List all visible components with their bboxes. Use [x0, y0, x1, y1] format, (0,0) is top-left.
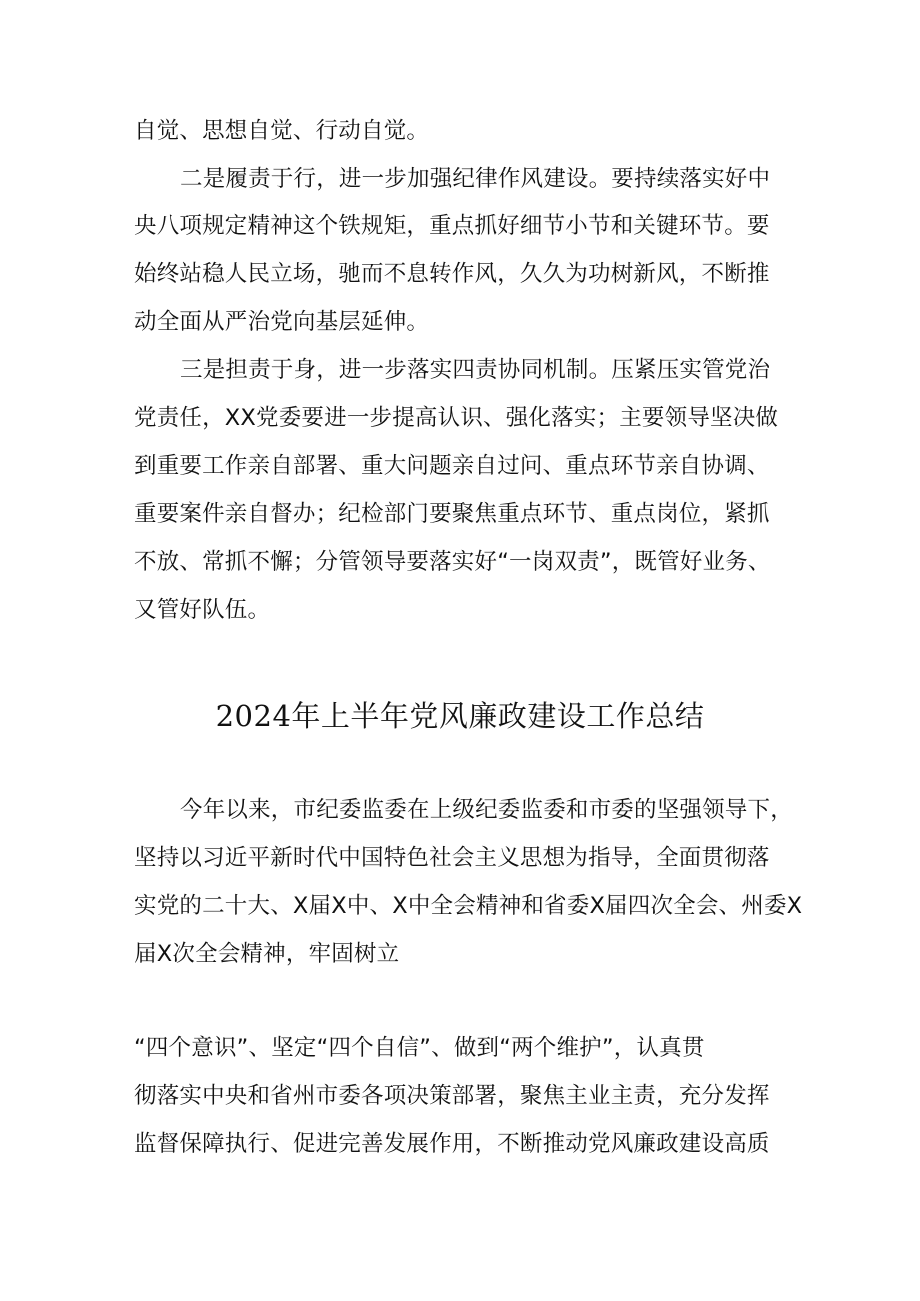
paragraph-line: 今年以来，市纪委监委在上级纪委监委和市委的坚强领导下， [180, 797, 793, 823]
paragraph-line: 实党的二十大、X届X中、X中全会精神和省委X届四次全会、州委X [134, 893, 803, 919]
paragraph-line: 到重要工作亲自部署、重大问题亲自过问、重点环节亲自协调、 [134, 453, 770, 479]
paragraph-line: 监督保障执行、促进完善发展作用，不断推动党风廉政建设高质 [134, 1131, 770, 1157]
paragraph-line: 坚持以习近平新时代中国特色社会主义思想为指导，全面贯彻落 [134, 845, 770, 871]
paragraph-line: 重要案件亲自督办；纪检部门要聚焦重点环节、重点岗位，紧抓 [134, 501, 770, 527]
paragraph-line: “四个意识”、坚定“四个自信”、做到“两个维护”，认真贯 [134, 1035, 705, 1061]
paragraph-line: 党责任，XX党委要进一步提高认识、强化落实；主要领导坚决做 [134, 405, 779, 431]
paragraph-line: 不放、常抓不懈；分管领导要落实好“一岗双责”，既管好业务、 [134, 549, 771, 575]
paragraph-line: 彻落实中央和省州市委各项决策部署，聚焦主业主责，充分发挥 [134, 1083, 770, 1109]
paragraph-line: 届X次全会精神，牢固树立 [134, 941, 400, 967]
paragraph-line: 二是履责于行，进一步加强纪律作风建设。要持续落实好中 [180, 166, 771, 192]
paragraph-line: 始终站稳人民立场，驰而不息转作风，久久为功树新风，不断推 [134, 261, 770, 287]
paragraph-line: 动全面从严治党向基层延伸。 [134, 309, 430, 335]
paragraph-line: 自觉、思想自觉、行动自觉。 [134, 118, 430, 144]
paragraph-line: 央八项规定精神这个铁规矩，重点抓好细节小节和关键环节。要 [134, 213, 770, 239]
document-title: 2024年上半年党风廉政建设工作总结 [215, 699, 705, 733]
paragraph-line: 又管好队伍。 [134, 597, 271, 623]
paragraph-line: 三是担责于身，进一步落实四责协同机制。压紧压实管党治 [180, 357, 771, 383]
